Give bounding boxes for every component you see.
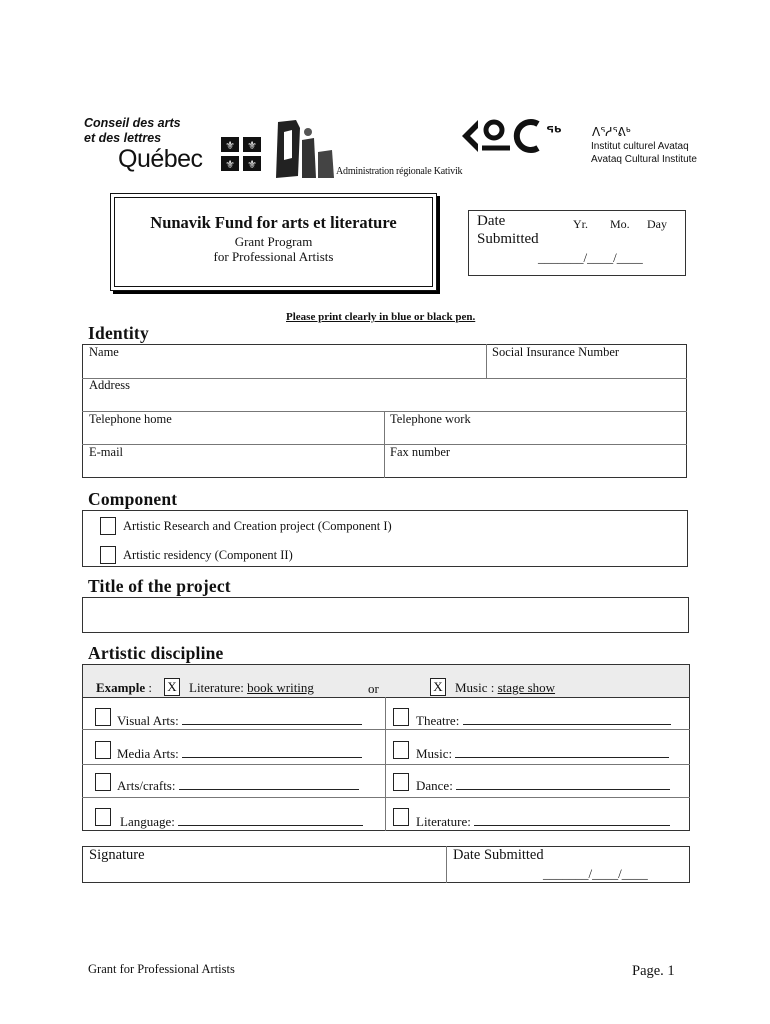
avataq-fr: Institut culturel Avataq	[591, 141, 689, 152]
avataq-syllabics: ᐱᕐᓱᕐᕕᒃ	[592, 125, 631, 139]
day-label: Day	[647, 217, 667, 231]
conseil-line1: Conseil des arts	[84, 116, 181, 130]
example-lit-checkbox: X	[164, 678, 180, 696]
avataq-en: Avataq Cultural Institute	[591, 154, 697, 165]
dance-field[interactable]	[456, 777, 670, 790]
quebec-wordmark: Québec	[118, 145, 203, 173]
literature-checkbox[interactable]	[393, 808, 409, 826]
svg-text:ᖅ: ᖅ	[546, 123, 562, 142]
month-label: Mo.	[610, 217, 630, 231]
media-arts-field[interactable]	[182, 745, 362, 758]
language-checkbox[interactable]	[95, 808, 111, 826]
example-label: Example :	[96, 680, 152, 695]
music-checkbox[interactable]	[393, 741, 409, 759]
literature-field[interactable]	[474, 813, 670, 826]
date-submitted-label: Date Submitted	[453, 847, 544, 863]
media-arts-checkbox[interactable]	[95, 741, 111, 759]
language-field[interactable]	[178, 813, 363, 826]
name-field[interactable]: Name	[89, 345, 119, 359]
svg-text:⚜: ⚜	[247, 140, 257, 152]
form-subtitle-2: for Professional Artists	[213, 249, 334, 264]
component-2-label: Artistic residency (Component II)	[123, 548, 293, 562]
date-submitted-field[interactable]: _______/____/____	[538, 250, 643, 265]
address-field[interactable]: Address	[89, 378, 130, 392]
component-1-checkbox[interactable]	[100, 517, 116, 535]
date-label: Date	[477, 213, 506, 229]
example-lit-label: Literature: book writing	[189, 680, 314, 695]
literature-label: Literature:	[416, 813, 670, 830]
visual-arts-field[interactable]	[182, 712, 362, 725]
arts-crafts-field[interactable]	[179, 777, 359, 790]
dance-checkbox[interactable]	[393, 773, 409, 791]
component-2-checkbox[interactable]	[100, 546, 116, 564]
svg-text:⚜: ⚜	[225, 140, 235, 152]
page-number: Page. 1	[632, 963, 675, 979]
theatre-label: Theatre:	[416, 712, 671, 729]
krg-logo-icon	[270, 118, 336, 180]
conseil-logo	[84, 116, 181, 146]
submitted-label: Submitted	[477, 231, 539, 247]
media-arts-label: Media Arts:	[117, 745, 362, 762]
form-subtitle-1: Grant Program	[234, 234, 313, 249]
discipline-heading: Artistic discipline	[88, 643, 224, 663]
theatre-field[interactable]	[463, 712, 671, 725]
signature-date-field[interactable]: _______/____/____	[543, 866, 648, 881]
component-heading: Component	[88, 489, 178, 509]
music-field[interactable]	[455, 745, 669, 758]
telephone-home-field[interactable]: Telephone home	[89, 412, 172, 426]
identity-heading: Identity	[88, 323, 149, 343]
form-title: Nunavik Fund for arts et literature	[150, 213, 397, 232]
arts-crafts-label: Arts/crafts:	[117, 777, 359, 794]
telephone-work-field[interactable]: Telephone work	[390, 412, 471, 426]
avataq-logo-icon	[460, 116, 580, 156]
theatre-checkbox[interactable]	[393, 708, 409, 726]
conseil-line2: et des lettres	[84, 131, 162, 145]
example-or: or	[368, 681, 379, 696]
quebec-flag-icon	[221, 137, 261, 171]
email-field[interactable]: E-mail	[89, 445, 124, 459]
example-music-label: Music : stage show	[455, 680, 556, 695]
visual-arts-checkbox[interactable]	[95, 708, 111, 726]
svg-text:⚜: ⚜	[247, 159, 257, 171]
project-title-field[interactable]	[82, 597, 689, 633]
example-music-checkbox: X	[430, 678, 446, 696]
component-1-label: Artistic Research and Creation project (Component I)	[123, 519, 392, 533]
year-label: Yr.	[573, 217, 588, 231]
footer-left: Grant for Professional Artists	[88, 962, 235, 976]
music-label: Music:	[416, 745, 669, 762]
krg-text: Administration régionale Kativik	[336, 166, 463, 177]
signature-field[interactable]: Signature	[89, 847, 145, 863]
instruction-text: Please print clearly in blue or black pen.	[286, 311, 476, 323]
svg-text:⚜: ⚜	[225, 159, 235, 171]
sin-field[interactable]: Social Insurance Number	[492, 345, 620, 359]
language-label: Language:	[120, 813, 363, 830]
dance-label: Dance:	[416, 777, 670, 794]
title-project-heading: Title of the project	[88, 576, 231, 596]
visual-arts-label: Visual Arts:	[117, 712, 362, 729]
fax-field[interactable]: Fax number	[390, 445, 451, 459]
arts-crafts-checkbox[interactable]	[95, 773, 111, 791]
